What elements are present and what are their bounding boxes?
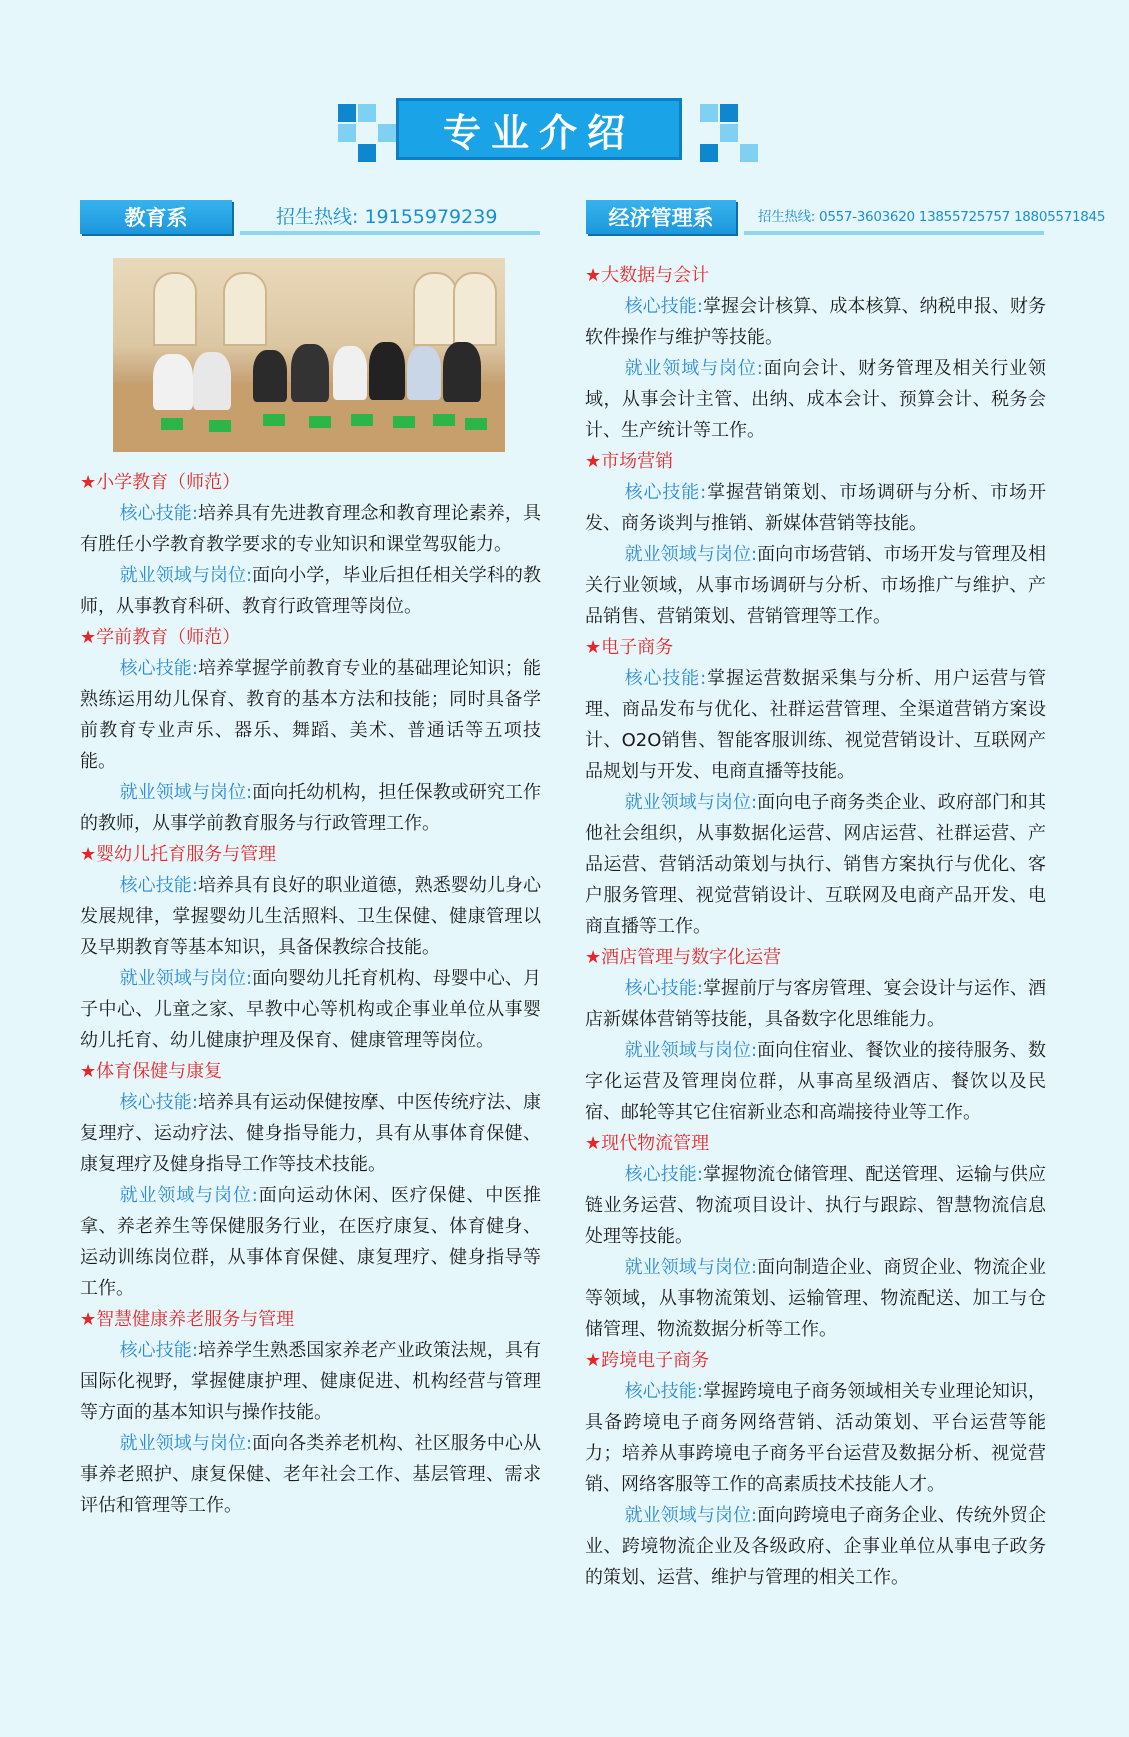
core-text: 掌握跨境电子商务领域相关专业理论知识，具备跨境电子商务网络营销、活动策划、平台运营等能力；培养从事跨境电子商务平台运营及数据分析、视觉营销、网络客服等工作的高素质技术技能人才。 <box>585 1381 1046 1495</box>
page-title: 专业介绍 <box>396 98 682 160</box>
square-deco-icon <box>700 104 718 122</box>
hotline: 招生热线: 19155979239 <box>276 206 498 228</box>
core-label: 核心技能: <box>119 1340 198 1361</box>
core-text: 培养学生熟悉国家养老产业政策法规，具有国际化视野，掌握健康护理、健康促进、机构经营与管理等方面的基本知识与操作技能。 <box>80 1340 541 1423</box>
core-label: 核心技能: <box>119 875 198 896</box>
square-deco-icon <box>720 104 738 122</box>
core-text: 培养具有先进教育理念和教育理论素养，具有胜任小学教育教学要求的专业知识和课堂驾驭能力。 <box>80 503 541 555</box>
career-field <box>585 1035 1046 1128</box>
career-label: 就业领域与岗位: <box>119 782 253 803</box>
career-text: 面向婴幼儿托育机构、母婴中心、月子中心、儿童之家、早教中心等机构或企事业单位从事婴幼儿托育、幼儿健康护理及保育、健康管理等岗位。 <box>80 968 541 1051</box>
career-label: 就业领域与岗位: <box>624 1257 758 1278</box>
core-skills <box>80 1335 541 1428</box>
core-label: 核心技能: <box>624 482 707 503</box>
core-skills <box>585 477 1046 539</box>
major-title: ★市场营销 <box>585 451 674 472</box>
career-field <box>585 1500 1046 1593</box>
core-label: 核心技能: <box>119 503 198 524</box>
major-title: ★学前教育（师范） <box>80 627 241 648</box>
major-title: ★酒店管理与数字化运营 <box>585 947 782 968</box>
major-section <box>585 942 1046 1128</box>
major-section <box>80 1304 541 1521</box>
major-title: ★智慧健康养老服务与管理 <box>80 1309 295 1330</box>
right-column <box>585 260 1046 1593</box>
career-text: 面向制造企业、商贸企业、物流企业等领域，从事物流策划、运输管理、物流配送、加工与仓储管理、物流数据分析等工作。 <box>585 1257 1046 1340</box>
core-text: 掌握营销策划、市场调研与分析、市场开发、商务谈判与推销、新媒体营销等技能。 <box>585 482 1046 534</box>
square-deco-icon <box>358 144 376 162</box>
career-label: 就业领域与岗位: <box>624 544 758 565</box>
major-section <box>80 467 541 622</box>
career-label: 就业领域与岗位: <box>119 968 253 989</box>
career-field <box>80 1428 541 1521</box>
core-label: 核心技能: <box>119 658 198 679</box>
career-field <box>585 1252 1046 1345</box>
department-tab: 教育系 <box>80 200 232 234</box>
career-field <box>80 777 541 839</box>
core-text: 培养具有运动保健按摩、中医传统疗法、康复理疗、运动疗法、健身指导能力，具有从事体育保健、康复理疗及健身指导工作等技术技能。 <box>80 1092 541 1175</box>
square-deco-icon <box>700 144 718 162</box>
major-title: ★大数据与会计 <box>585 265 710 286</box>
major-title: ★跨境电子商务 <box>585 1350 710 1371</box>
square-deco-icon <box>358 104 376 122</box>
career-text: 面向住宿业、餐饮业的接待服务、数字化运营及管理岗位群，从事高星级酒店、餐饮以及民宿、邮轮等其它住宿新业态和高端接待业等工作。 <box>585 1040 1046 1123</box>
major-section <box>80 1056 541 1304</box>
core-text: 掌握前厅与客房管理、宴会设计与运作、酒店新媒体营销等技能，具备数字化思维能力。 <box>585 978 1046 1030</box>
classroom-photo <box>113 258 505 452</box>
core-label: 核心技能: <box>119 1092 198 1113</box>
career-text: 面向跨境电子商务企业、传统外贸企业、跨境物流企业及各级政府、企事业单位从事电子政务的策划、运营、维护与管理的相关工作。 <box>585 1505 1046 1588</box>
career-text: 面向小学，毕业后担任相关学科的教师，从事教育科研、教育行政管理等岗位。 <box>80 565 541 617</box>
core-label: 核心技能: <box>624 1164 703 1185</box>
core-skills <box>80 653 541 777</box>
square-deco-icon <box>378 124 396 142</box>
career-text: 面向托幼机构，担任保教或研究工作的教师，从事学前教育服务与行政管理工作。 <box>80 782 541 834</box>
core-text: 掌握运营数据采集与分析、用户运营与管理、商品发布与优化、社群运营管理、全渠道营销方案设计、O2O销售、智能客服训练、视觉营销设计、互联网产品规划与开发、电商直播等技能。 <box>585 668 1046 782</box>
core-text: 培养具有良好的职业道德，熟悉婴幼儿身心发展规律，掌握婴幼儿生活照料、卫生保健、健康管理以及早期教育等基本知识，具备保教综合技能。 <box>80 875 541 958</box>
major-section <box>585 632 1046 942</box>
career-field <box>585 539 1046 632</box>
square-deco-icon <box>720 124 738 142</box>
career-label: 就业领域与岗位: <box>624 358 763 379</box>
core-text: 掌握物流仓储管理、配送管理、运输与供应链业务运营、物流项目设计、执行与跟踪、智慧物流信息处理等技能。 <box>585 1164 1046 1247</box>
career-label: 就业领域与岗位: <box>119 1185 258 1206</box>
square-deco-icon <box>740 144 758 162</box>
career-text: 面向会计、财务管理及相关行业领域，从事会计主管、出纳、成本会计、预算会计、税务会计、生产统计等工作。 <box>585 358 1046 441</box>
career-text: 面向各类养老机构、社区服务中心从事养老照护、康复保健、老年社会工作、基层管理、需求评估和管理等工作。 <box>80 1433 541 1516</box>
square-deco-icon <box>338 124 356 142</box>
core-skills <box>585 663 1046 787</box>
core-skills <box>585 1159 1046 1252</box>
core-skills <box>585 1376 1046 1500</box>
core-label: 核心技能: <box>624 978 703 999</box>
core-label: 核心技能: <box>624 1381 703 1402</box>
career-label: 就业领域与岗位: <box>624 1040 758 1061</box>
left-column-header <box>80 200 540 236</box>
core-skills <box>80 870 541 963</box>
career-field <box>585 353 1046 446</box>
major-section <box>585 1345 1046 1593</box>
core-skills <box>80 498 541 560</box>
left-column <box>80 467 541 1521</box>
core-skills <box>80 1087 541 1180</box>
major-section <box>585 260 1046 446</box>
career-label: 就业领域与岗位: <box>119 1433 253 1454</box>
career-field <box>80 963 541 1056</box>
header-divider <box>744 231 1044 235</box>
major-section <box>585 446 1046 632</box>
major-title: ★体育保健与康复 <box>80 1061 223 1082</box>
career-field <box>80 560 541 622</box>
core-text: 掌握会计核算、成本核算、纳税申报、财务软件操作与维护等技能。 <box>585 296 1046 348</box>
career-label: 就业领域与岗位: <box>624 792 758 813</box>
career-label: 就业领域与岗位: <box>119 565 253 586</box>
square-deco-icon <box>338 104 356 122</box>
major-title: ★婴幼儿托育服务与管理 <box>80 844 277 865</box>
major-section <box>80 839 541 1056</box>
hotline: 招生热线: 0557-3603620 13855725757 18805571845 <box>758 209 1106 225</box>
right-column-header <box>586 200 1106 236</box>
department-tab: 经济管理系 <box>586 200 736 234</box>
career-label: 就业领域与岗位: <box>624 1505 758 1526</box>
career-text: 面向市场营销、市场开发与管理及相关行业领域，从事市场调研与分析、市场推广与维护、产品销售、营销策划、营销管理等工作。 <box>585 544 1046 627</box>
major-title: ★电子商务 <box>585 637 674 658</box>
core-text: 培养掌握学前教育专业的基础理论知识；能熟练运用幼儿保育、教育的基本方法和技能；同时具备学前教育专业声乐、器乐、舞蹈、美术、普通话等五项技能。 <box>80 658 541 772</box>
career-field <box>585 787 1046 942</box>
core-skills <box>585 973 1046 1035</box>
major-title: ★现代物流管理 <box>585 1133 710 1154</box>
major-title: ★小学教育（师范） <box>80 472 241 493</box>
core-skills <box>585 291 1046 353</box>
career-field <box>80 1180 541 1304</box>
career-text: 面向运动休闲、医疗保健、中医推拿、养老养生等保健服务行业，在医疗康复、体育健身、运动训练岗位群，从事体育保健、康复理疗、健身指导等工作。 <box>80 1185 541 1299</box>
career-text: 面向电子商务类企业、政府部门和其他社会组织，从事数据化运营、网店运营、社群运营、产品运营、营销活动策划与执行、销售方案执行与优化、客户服务管理、视觉营销设计、互联网及电商产品开发、电商直播等工作。 <box>585 792 1046 937</box>
major-section <box>585 1128 1046 1345</box>
title-banner <box>0 98 1129 168</box>
major-section <box>80 622 541 839</box>
header-divider <box>240 231 540 235</box>
core-label: 核心技能: <box>624 296 703 317</box>
core-label: 核心技能: <box>624 668 707 689</box>
